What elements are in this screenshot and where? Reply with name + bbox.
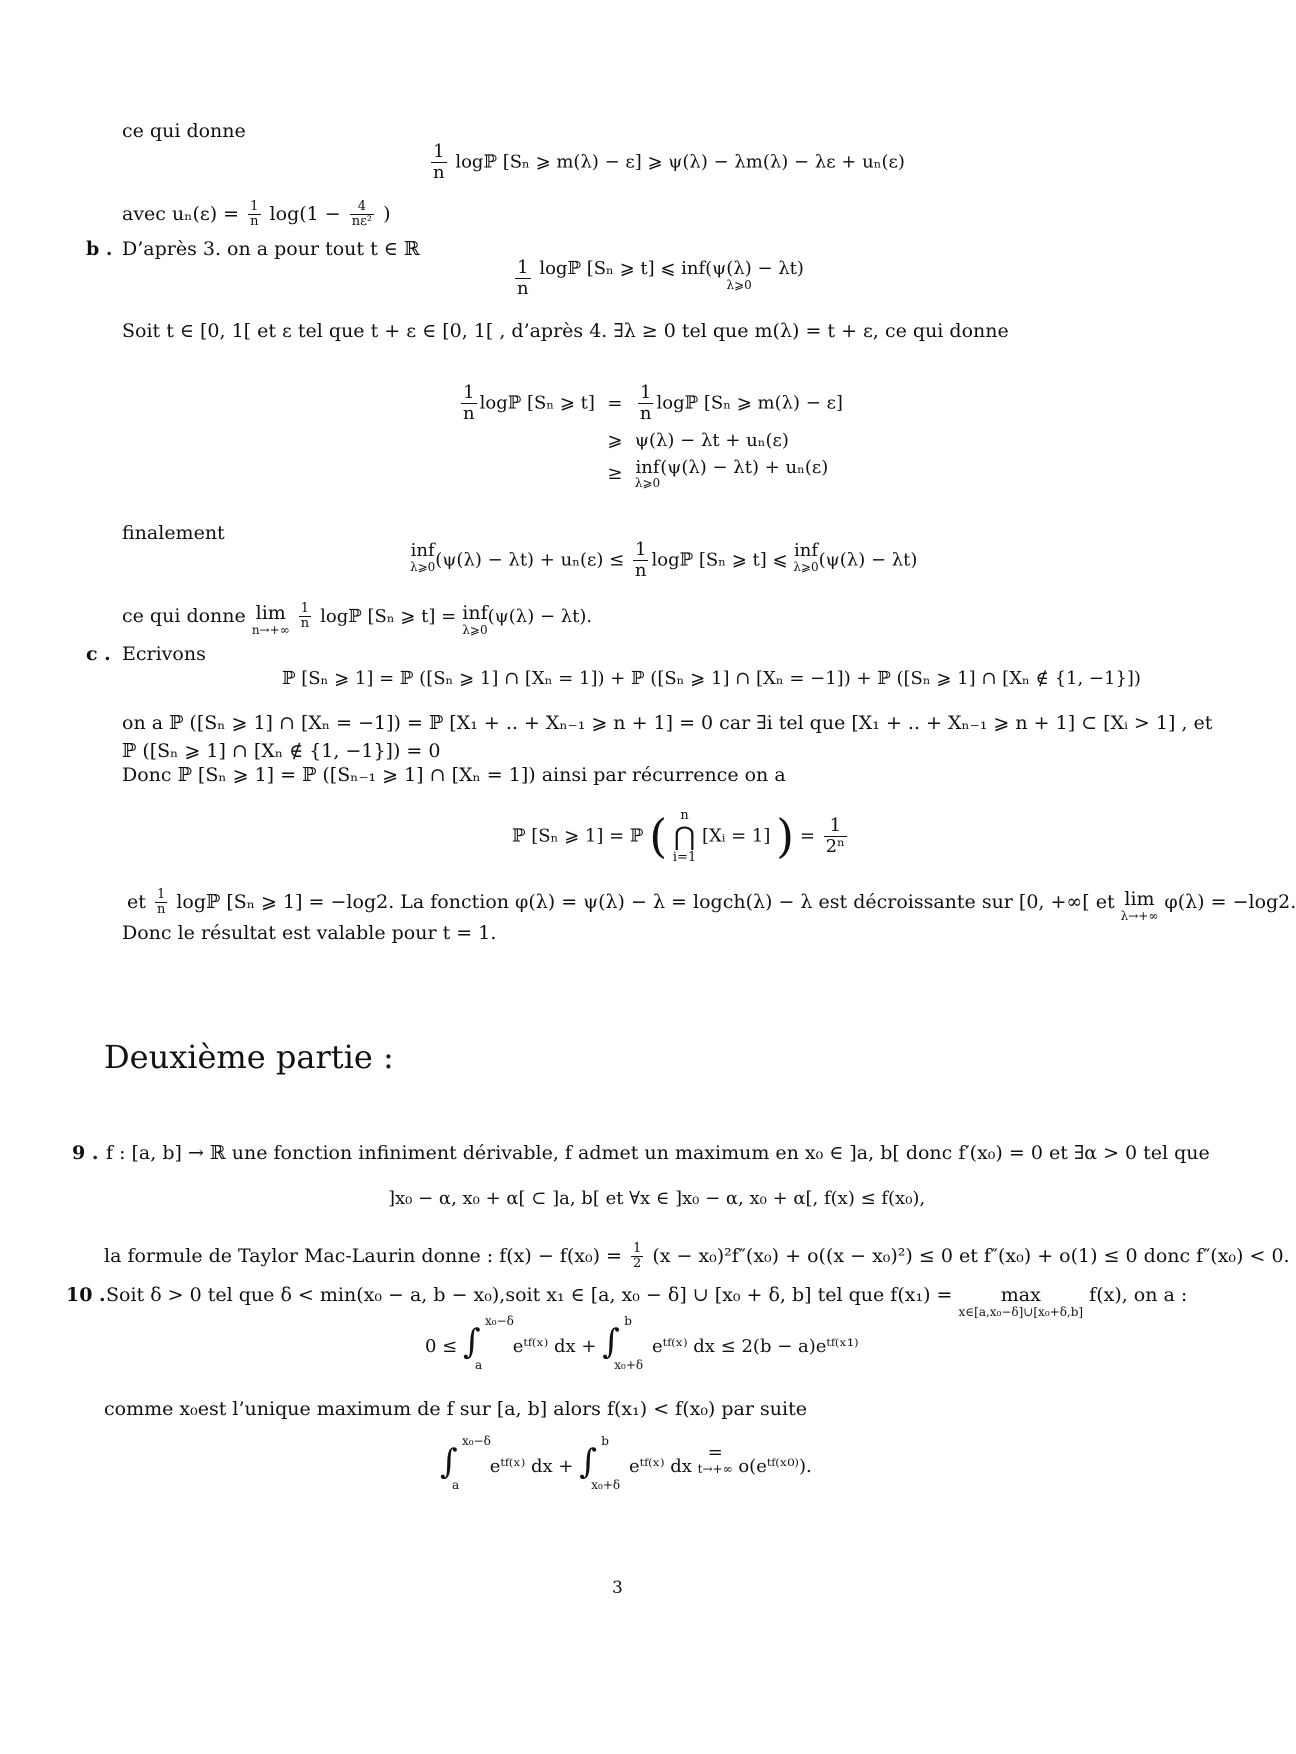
text-line: Soit t ∈ [0, 1[ et ε tel que t + ε ∈ [0, 1[ , d’après 4. ∃λ ≥ 0 tel que m(λ) = t + ε, ce qui donne [122,320,1009,342]
text-line: avec uₙ(ε) = $\frac{1}{n}$ log(1 − $\frac{4}{\text{nε²}}$ ) [122,199,391,230]
page-number: 3 [612,1578,623,1598]
question-label-9: 9 . [72,1142,99,1164]
text-line: finalement [122,522,225,544]
equation-9: ]x₀ − α, x₀ + α[ ⊂ ]a, b[ et ∀x ∈ ]x₀ − α, x₀ + α[, f(x) ≤ f(x₀), [388,1188,926,1209]
text-line: Donc le résultat est valable pour t = 1. [122,922,497,944]
equation-10: 0 ≤ ∫ x₀−δ a eᵗᶠ⁽ˣ⁾ dx + ∫ b x₀+δ eᵗᶠ⁽ˣ⁾ dx ≤ 2(b − a)eᵗᶠ⁽ˣ¹⁾ [425,1314,859,1372]
text-line: ce qui donne lim n→+∞ $\frac{1}{n}$ logℙ [Sₙ ⩾ t] = inf λ⩾0 (ψ(λ) − λt). [122,601,593,637]
question-label-10: 10 . [66,1284,106,1306]
text-line: Soit δ > 0 tel que δ < min(x₀ − a, b − x₀),soit x₁ ∈ [a, x₀ − δ] ∪ [x₀ + δ, b] tel que f(x₁) = max x∈[a,x₀−δ]∪[x₀+δ,b] f(x), on a : [106,1284,1188,1319]
text-line: f : [a, b] → ℝ une fonction infiniment dérivable, f admet un maximum en x₀ ∈ ]a, b[ donc f′(x₀) = 0 et ∃α > 0 tel que [106,1142,1210,1164]
aligned-equations: $\frac{1}{n}$ logℙ [Sₙ ⩾ t] = $\frac{1}{n}$ logℙ [Sₙ ⩾ m(λ) − ε] ⩾ ψ(λ) − λt + uₙ(ε) ≥ inf λ⩾0 (ψ(λ) − λt) + uₙ(ε) [463,382,843,490]
equation-final-10: ∫ x₀−δ a eᵗᶠ⁽ˣ⁾ dx + ∫ b x₀+δ eᵗᶠ⁽ˣ⁾ dx = t→+∞ o(eᵗᶠ⁽ˣ⁰⁾). [440,1434,812,1492]
fraction: $\frac{1}{n}$ [433,141,445,183]
text-line: D’après 3. on a pour tout t ∈ ℝ [122,238,420,260]
equation-final: inf λ⩾0 (ψ(λ) − λt) + uₙ(ε) ≤ $\frac{1}{n}$ logℙ [Sₙ ⩾ t] ⩽ inf λ⩾0 (ψ(λ) − λt) [410,539,918,581]
equation-1: $\frac{1}{n}$ logℙ [Sₙ ⩾ m(λ) − ε] ⩾ ψ(λ) − λm(λ) − λε + uₙ(ε) [433,141,905,183]
text-line: et $\frac{1}{n}$ logℙ [Sₙ ⩾ 1] = −log2. La fonction φ(λ) = ψ(λ) − λ = logch(λ) − λ est décroissante sur [0, +∞[ et lim λ→+∞ φ(λ) = −log2. [127,887,1296,923]
equation-c: ℙ [Sₙ ⩾ 1] = ℙ ([Sₙ ⩾ 1] ∩ [Xₙ = 1]) + ℙ ([Sₙ ⩾ 1] ∩ [Xₙ = −1]) + ℙ ([Sₙ ⩾ 1] ∩ [Xₙ ∉ {1, −1}]) [282,668,1141,689]
item-label-b: b . [86,238,113,260]
text-line: ℙ ([Sₙ ⩾ 1] ∩ [Xₙ ∉ {1, −1}]) = 0 [122,740,441,762]
text-line: ce qui donne [122,120,246,142]
text-line: comme x₀est l’unique maximum de f sur [a, b] alors f(x₁) < f(x₀) par suite [104,1398,807,1420]
text-line: on a ℙ ([Sₙ ⩾ 1] ∩ [Xₙ = −1]) = ℙ [X₁ + .. + Xₙ₋₁ ⩾ n + 1] = 0 car ∃i tel que [X₁ + .. + Xₙ₋₁ ⩾ n + 1] ⊂ [Xᵢ > 1] , et [122,712,1213,734]
text-line: Donc ℙ [Sₙ ⩾ 1] = ℙ ([Sₙ₋₁ ⩾ 1] ∩ [Xₙ = 1]) ainsi par récurrence on a [122,764,786,786]
text-line: Ecrivons [122,643,206,665]
equation-b: $\frac{1}{n}$ logℙ [Sₙ ⩾ t] ⩽ inf(ψ(λ) − λt) λ⩾0 [517,257,804,299]
item-label-c: c . [86,643,111,665]
equation-product: ℙ [Sₙ ⩾ 1] = ℙ ( n ⋂ i=1 [Xᵢ = 1] ) = $\frac{1}{\text{2ⁿ}}$ [512,808,845,865]
section-heading: Deuxième partie : [104,1038,394,1076]
text-line: la formule de Taylor Mac-Laurin donne : f(x) − f(x₀) = $\frac{1}{2}$ (x − x₀)²f″(x₀) + o((x − x₀)²) ≤ 0 et f″(x₀) + o(1) ≤ 0 donc f″(x₀) < 0. [104,1241,1290,1272]
